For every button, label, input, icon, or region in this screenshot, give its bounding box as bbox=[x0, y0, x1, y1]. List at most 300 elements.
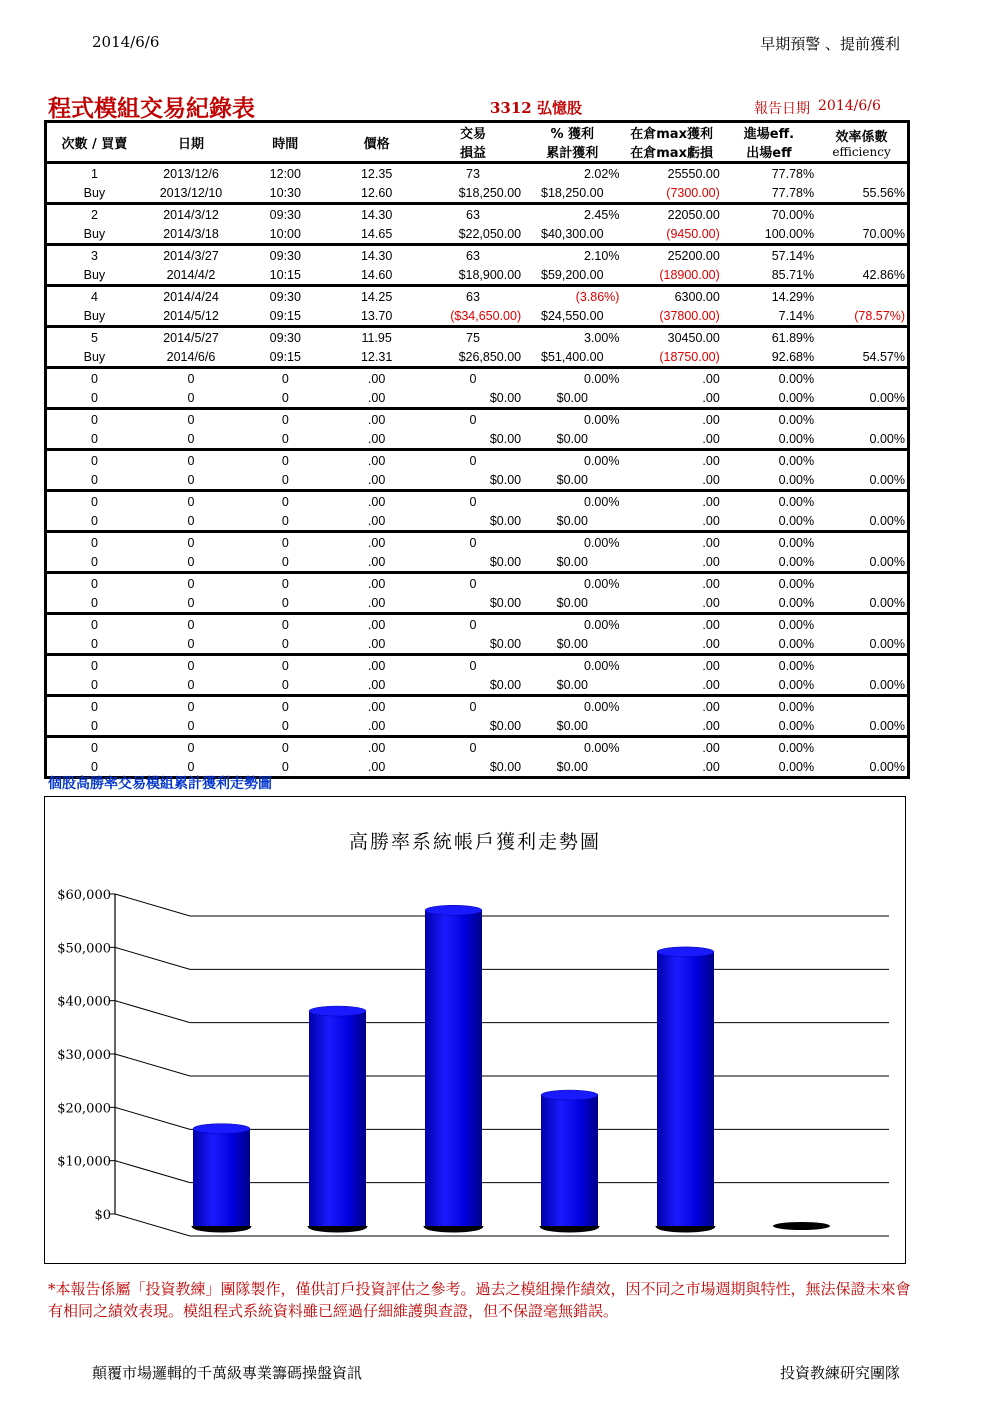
table-cell: 0 bbox=[90, 513, 98, 528]
profit-chart bbox=[45, 797, 905, 1263]
table-cell: .00 bbox=[702, 677, 720, 692]
table-cell: 0 bbox=[187, 472, 195, 487]
table-cell: .00 bbox=[702, 371, 720, 386]
table-cell: .00 bbox=[367, 412, 386, 427]
y-tick-label: $60,000 bbox=[57, 888, 111, 903]
y-tick-label: $20,000 bbox=[57, 1101, 111, 1117]
table-cell: 2014/6/6 bbox=[166, 349, 216, 364]
col-header-price: 價格 bbox=[330, 122, 422, 163]
table-row bbox=[46, 450, 909, 471]
table-cell: 0.00% bbox=[778, 431, 815, 446]
bar bbox=[425, 905, 482, 1231]
col-header-max: 在倉max獲利 在倉max虧損 bbox=[621, 122, 721, 163]
y-tick-label: $0 bbox=[94, 1208, 111, 1223]
table-cell: 0.00% bbox=[869, 759, 905, 774]
table-cell: 0 bbox=[187, 740, 195, 755]
table-cell: .00 bbox=[702, 740, 720, 755]
table-cell: 0 bbox=[187, 699, 195, 714]
table-cell: $0.00 bbox=[556, 677, 588, 692]
table-cell: 0 bbox=[469, 412, 477, 427]
table-cell bbox=[816, 450, 908, 471]
table-row bbox=[46, 163, 909, 184]
col-header-date: 日期 bbox=[142, 122, 240, 163]
table-cell: 0 bbox=[90, 576, 98, 591]
table-cell: 0.00% bbox=[584, 412, 620, 427]
bar bbox=[773, 1222, 830, 1230]
table-cell: $0.00 bbox=[489, 513, 522, 528]
table-cell: 0.00% bbox=[778, 636, 815, 651]
table-cell: 09:30 bbox=[269, 207, 301, 222]
table-cell: 0.00% bbox=[778, 677, 815, 692]
table-cell: 0.00% bbox=[778, 472, 815, 487]
table-cell: 0 bbox=[281, 554, 289, 569]
trade-group bbox=[46, 737, 909, 778]
table-header bbox=[46, 122, 909, 163]
table-cell: .00 bbox=[702, 472, 720, 487]
table-cell: 0.00% bbox=[778, 576, 815, 591]
table-cell: 14.30 bbox=[360, 248, 393, 263]
table-cell: 14.25 bbox=[360, 289, 393, 304]
table-cell: .00 bbox=[367, 740, 386, 755]
table-cell: $18,250.00 bbox=[541, 185, 604, 200]
col-header-pnl: 交易 損益 bbox=[423, 122, 523, 163]
table-cell: 2014/4/24 bbox=[163, 289, 219, 304]
table-cell: 0 bbox=[281, 513, 289, 528]
table-cell: $0.00 bbox=[489, 718, 522, 733]
table-cell: 0 bbox=[281, 658, 289, 673]
table-cell: 0.00% bbox=[869, 472, 905, 487]
table-cell: 55.56% bbox=[862, 185, 905, 200]
table-cell: .00 bbox=[702, 453, 720, 468]
table-cell: 0 bbox=[187, 595, 195, 610]
table-cell: 0 bbox=[469, 453, 477, 468]
table-cell: $0.00 bbox=[556, 718, 588, 733]
table-row bbox=[46, 429, 909, 450]
trade-group bbox=[46, 327, 909, 368]
trade-group bbox=[46, 573, 909, 614]
table-cell: 0 bbox=[90, 759, 98, 774]
table-row bbox=[46, 388, 909, 409]
table-cell: (78.57%) bbox=[854, 308, 905, 323]
table-cell: 30450.00 bbox=[667, 330, 720, 345]
table-cell: 09:30 bbox=[269, 248, 301, 263]
col-header-time: 時間 bbox=[240, 122, 330, 163]
table-cell: 0 bbox=[90, 535, 98, 550]
table-cell: 75 bbox=[466, 330, 480, 345]
table-row bbox=[46, 552, 909, 573]
header-date: 2014/6/6 bbox=[92, 33, 160, 51]
table-cell: .00 bbox=[367, 576, 386, 591]
table-cell: 0.00% bbox=[869, 636, 905, 651]
table-row bbox=[46, 593, 909, 614]
table-cell: ($34,650.00) bbox=[450, 308, 522, 323]
table-cell: $59,200.00 bbox=[541, 267, 604, 282]
table-cell: .00 bbox=[702, 658, 720, 673]
table-cell: 25200.00 bbox=[667, 248, 720, 263]
trade-group bbox=[46, 450, 909, 491]
table-cell: 0.00% bbox=[869, 390, 905, 405]
trade-group bbox=[46, 245, 909, 286]
table-cell: $0.00 bbox=[556, 595, 588, 610]
table-cell: 0.00% bbox=[869, 431, 905, 446]
table-cell: Buy bbox=[83, 185, 106, 200]
table-cell: 0 bbox=[469, 740, 477, 755]
table-cell: .00 bbox=[367, 658, 386, 673]
table-cell: .00 bbox=[702, 699, 720, 714]
table-cell: 61.89% bbox=[771, 330, 815, 345]
table-cell: 14.60 bbox=[360, 267, 393, 282]
col-header-efficiency: 效率係數 efficiency bbox=[816, 122, 908, 163]
table-cell bbox=[816, 696, 908, 717]
trade-group bbox=[46, 655, 909, 696]
table-cell: 0 bbox=[469, 658, 477, 673]
table-cell: 0 bbox=[281, 759, 289, 774]
bar bbox=[309, 1006, 366, 1231]
table-cell: .00 bbox=[367, 554, 386, 569]
table-cell: 2013/12/10 bbox=[159, 185, 223, 200]
table-cell: 0.00% bbox=[584, 453, 620, 468]
table-cell: 10:00 bbox=[269, 226, 301, 241]
table-cell: .00 bbox=[367, 595, 386, 610]
footer-left: 顛覆市場邏輯的千萬級專業籌碼操盤資訊 bbox=[92, 1364, 363, 1382]
table-cell bbox=[816, 532, 908, 553]
table-row bbox=[46, 368, 909, 389]
footer-right: 投資教練研究團隊 bbox=[779, 1364, 900, 1382]
table-cell: 0 bbox=[187, 412, 195, 427]
table-cell: 12.60 bbox=[360, 185, 393, 200]
table-cell: 0 bbox=[90, 617, 98, 632]
table-cell: 09:15 bbox=[269, 349, 301, 364]
table-cell: $40,300.00 bbox=[541, 226, 604, 241]
table-cell bbox=[816, 737, 908, 758]
table-cell: 0 bbox=[187, 453, 195, 468]
table-cell: 0 bbox=[187, 494, 195, 509]
table-cell: 0 bbox=[281, 617, 289, 632]
table-cell: 0 bbox=[281, 453, 289, 468]
table-cell bbox=[816, 245, 908, 266]
table-cell: 0 bbox=[187, 759, 195, 774]
table-cell: .00 bbox=[367, 453, 386, 468]
table-cell bbox=[816, 286, 908, 307]
table-cell: (18750.00) bbox=[659, 349, 720, 364]
table-cell: 63 bbox=[466, 207, 480, 222]
table-cell: 5 bbox=[90, 330, 98, 345]
table-cell: 0 bbox=[90, 431, 98, 446]
header-slogan: 早期預警 、提前獲利 bbox=[760, 35, 900, 53]
table-cell: 0 bbox=[187, 535, 195, 550]
table-cell: 14.30 bbox=[360, 207, 393, 222]
table-cell: 0.00% bbox=[778, 718, 815, 733]
table-cell: .00 bbox=[367, 718, 386, 733]
table-cell: 0.00% bbox=[869, 677, 905, 692]
table-cell: 10:30 bbox=[269, 185, 301, 200]
table-cell: 0 bbox=[187, 390, 195, 405]
table-cell: 0 bbox=[90, 595, 98, 610]
table-row bbox=[46, 532, 909, 553]
table-cell: 0 bbox=[187, 658, 195, 673]
table-cell: 0 bbox=[469, 494, 477, 509]
table-cell: 70.00% bbox=[771, 207, 815, 222]
table-cell: 0.00% bbox=[869, 513, 905, 528]
col-header-count: 次數 / 買賣 bbox=[46, 122, 142, 163]
chart-area bbox=[44, 796, 906, 1264]
table-cell: 4 bbox=[90, 289, 98, 304]
bar bbox=[193, 1124, 250, 1231]
table-cell: 2 bbox=[90, 207, 98, 222]
table-cell: .00 bbox=[367, 390, 386, 405]
disclaimer: *本報告係屬「投資教練」團隊製作，僅供訂戶投資評估之參考。過去之模組操作績效，因不同之市場週期與特性，無法保證未來會有相同之績效表現。模組程式系統資料雖已經過仔細維護與查證，但不保證毫無錯誤。 bbox=[48, 1280, 911, 1320]
table-row bbox=[46, 675, 909, 696]
table-cell: $0.00 bbox=[489, 390, 522, 405]
table-cell: 0 bbox=[90, 636, 98, 651]
table-cell: 70.00% bbox=[862, 226, 905, 241]
table-row bbox=[46, 245, 909, 266]
table-cell: 0 bbox=[281, 595, 289, 610]
trade-group bbox=[46, 696, 909, 737]
table-cell: 22050.00 bbox=[667, 207, 720, 222]
table-cell: 63 bbox=[466, 289, 480, 304]
table-cell: 0.00% bbox=[778, 740, 815, 755]
table-cell: 0.00% bbox=[584, 576, 620, 591]
table-cell: 0 bbox=[187, 718, 195, 733]
table-cell: $51,400.00 bbox=[541, 349, 604, 364]
table-cell: 0 bbox=[469, 371, 477, 386]
table-row bbox=[46, 511, 909, 532]
table-row bbox=[46, 491, 909, 512]
table-cell: 0.00% bbox=[778, 453, 815, 468]
trade-group bbox=[46, 163, 909, 204]
trade-group bbox=[46, 286, 909, 327]
table-cell: 3 bbox=[90, 248, 98, 263]
table-cell: (7300.00) bbox=[666, 185, 720, 200]
table-cell: .00 bbox=[367, 759, 386, 774]
table-cell: $0.00 bbox=[556, 472, 588, 487]
table-cell: .00 bbox=[702, 759, 720, 774]
table-cell: 0 bbox=[281, 699, 289, 714]
table-cell: 2.45% bbox=[584, 207, 620, 222]
col-header-eff: 進場eff. 出場eff bbox=[722, 122, 816, 163]
table-cell: .00 bbox=[702, 412, 720, 427]
table-cell: $0.00 bbox=[489, 431, 522, 446]
y-tick-label: $30,000 bbox=[57, 1048, 111, 1063]
table-cell: .00 bbox=[702, 535, 720, 550]
table-cell: 2.02% bbox=[584, 166, 620, 181]
table-cell: 0 bbox=[187, 617, 195, 632]
table-cell: 14.65 bbox=[360, 226, 393, 241]
table-row bbox=[46, 737, 909, 758]
table-row bbox=[46, 286, 909, 307]
page-title: 程式模組交易紀錄表 bbox=[48, 95, 255, 122]
table-cell: $0.00 bbox=[556, 513, 588, 528]
table-cell: .00 bbox=[702, 617, 720, 632]
table-cell: $26,850.00 bbox=[458, 349, 522, 364]
table-cell: 0 bbox=[90, 718, 98, 733]
table-cell: .00 bbox=[702, 576, 720, 591]
table-cell: 0.00% bbox=[584, 740, 620, 755]
report-date-label: 報告日期 bbox=[754, 101, 810, 117]
table-cell: 0 bbox=[187, 431, 195, 446]
table-cell: 85.71% bbox=[771, 267, 815, 282]
table-cell: 0 bbox=[469, 576, 477, 591]
table-cell: 0 bbox=[90, 390, 98, 405]
table-cell bbox=[816, 204, 908, 225]
table-cell bbox=[816, 614, 908, 635]
table-cell: $0.00 bbox=[489, 554, 522, 569]
trade-group bbox=[46, 368, 909, 409]
table-row bbox=[46, 347, 909, 368]
table-row bbox=[46, 573, 909, 594]
table-cell: $0.00 bbox=[556, 431, 588, 446]
table-cell: 0.00% bbox=[778, 699, 815, 714]
table-cell: $0.00 bbox=[489, 472, 522, 487]
trade-group bbox=[46, 614, 909, 655]
table-cell: 11.95 bbox=[361, 330, 392, 345]
table-cell: .00 bbox=[702, 636, 720, 651]
table-cell: 0 bbox=[281, 677, 289, 692]
table-cell: $0.00 bbox=[489, 677, 522, 692]
table-cell: 0 bbox=[90, 677, 98, 692]
table-row bbox=[46, 327, 909, 348]
col-header-profit: % 獲利 累計獲利 bbox=[523, 122, 621, 163]
table-cell: 0 bbox=[90, 371, 98, 386]
table-cell: 0 bbox=[281, 535, 289, 550]
table-cell: 09:15 bbox=[269, 308, 301, 323]
table-cell: .00 bbox=[702, 390, 720, 405]
table-cell: 0 bbox=[187, 513, 195, 528]
table-cell: 0.00% bbox=[778, 412, 815, 427]
trade-table bbox=[44, 120, 910, 779]
table-cell: Buy bbox=[83, 349, 106, 364]
table-cell: $0.00 bbox=[489, 595, 522, 610]
table-cell: 0 bbox=[90, 472, 98, 487]
table-cell: .00 bbox=[702, 718, 720, 733]
table-cell: 0.00% bbox=[584, 658, 620, 673]
table-row bbox=[46, 655, 909, 676]
table-cell: $0.00 bbox=[556, 636, 588, 651]
bar bbox=[541, 1090, 598, 1231]
table-cell: $24,550.00 bbox=[541, 308, 604, 323]
table-cell: 2014/5/12 bbox=[163, 308, 219, 323]
table-cell: 2014/3/18 bbox=[163, 226, 219, 241]
table-cell: 54.57% bbox=[862, 349, 905, 364]
table-cell: 77.78% bbox=[771, 185, 815, 200]
table-cell: (18900.00) bbox=[659, 267, 720, 282]
table-row bbox=[46, 265, 909, 286]
table-cell: 10:15 bbox=[269, 267, 301, 282]
table-cell: .00 bbox=[367, 699, 386, 714]
table-cell: 0 bbox=[281, 494, 289, 509]
table-row bbox=[46, 183, 909, 204]
y-tick-label: $10,000 bbox=[57, 1154, 111, 1170]
table-cell: .00 bbox=[367, 677, 386, 692]
trade-group bbox=[46, 491, 909, 532]
table-cell: 0 bbox=[90, 453, 98, 468]
table-cell: 0 bbox=[281, 718, 289, 733]
table-cell bbox=[816, 655, 908, 676]
table-cell: 09:30 bbox=[269, 330, 301, 345]
trade-group bbox=[46, 204, 909, 245]
table-cell: 77.78% bbox=[771, 166, 815, 181]
table-cell: 0 bbox=[90, 658, 98, 673]
table-cell: 0.00% bbox=[778, 535, 815, 550]
table-row bbox=[46, 224, 909, 245]
table-cell: (37800.00) bbox=[659, 308, 720, 323]
table-cell: 0.00% bbox=[869, 595, 905, 610]
table-cell: .00 bbox=[367, 535, 386, 550]
table-cell bbox=[816, 327, 908, 348]
table-cell bbox=[816, 491, 908, 512]
table-cell: 0 bbox=[469, 699, 477, 714]
y-tick-label: $40,000 bbox=[57, 994, 111, 1010]
table-cell: 0.00% bbox=[778, 595, 815, 610]
table-cell: .00 bbox=[367, 371, 386, 386]
table-cell: .00 bbox=[367, 636, 386, 651]
table-cell: 0.00% bbox=[778, 513, 815, 528]
table-cell: 0 bbox=[187, 636, 195, 651]
table-cell bbox=[816, 409, 908, 430]
table-cell: 42.86% bbox=[862, 267, 905, 282]
table-cell: .00 bbox=[702, 554, 720, 569]
table-cell bbox=[816, 573, 908, 594]
table-cell: .00 bbox=[367, 472, 386, 487]
table-cell: .00 bbox=[702, 595, 720, 610]
table-cell: 0 bbox=[281, 636, 289, 651]
table-row bbox=[46, 306, 909, 327]
table-cell: Buy bbox=[83, 226, 106, 241]
table-row bbox=[46, 409, 909, 430]
table-cell: 0 bbox=[90, 740, 98, 755]
table-cell: 2014/4/2 bbox=[166, 267, 216, 282]
table-cell: 0.00% bbox=[584, 535, 620, 550]
table-cell: 0 bbox=[90, 699, 98, 714]
table-cell: 0 bbox=[187, 371, 195, 386]
table-row bbox=[46, 634, 909, 655]
table-cell: .00 bbox=[367, 617, 386, 632]
table-cell: 25550.00 bbox=[667, 166, 720, 181]
table-row bbox=[46, 204, 909, 225]
table-cell: 1 bbox=[90, 166, 98, 181]
table-cell: 0.00% bbox=[778, 759, 815, 774]
table-cell: 0.00% bbox=[584, 699, 620, 714]
table-cell: 6300.00 bbox=[674, 289, 720, 304]
table-cell: 0 bbox=[187, 554, 195, 569]
table-cell: .00 bbox=[702, 494, 720, 509]
table-cell: .00 bbox=[367, 513, 386, 528]
table-cell: 2013/12/6 bbox=[163, 166, 219, 181]
table-cell: 12:00 bbox=[269, 166, 301, 181]
table-cell: 0 bbox=[187, 677, 195, 692]
table-cell bbox=[816, 163, 908, 184]
table-cell: 0 bbox=[281, 371, 289, 386]
table-cell: .00 bbox=[367, 431, 386, 446]
table-cell: 12.35 bbox=[360, 166, 393, 181]
table-cell: .00 bbox=[367, 494, 386, 509]
table-cell: 0.00% bbox=[869, 718, 905, 733]
report-date-value: 2014/6/6 bbox=[818, 98, 881, 114]
chart-title: 高勝率系統帳戶獲利走勢圖 bbox=[348, 831, 602, 853]
table-cell: 0 bbox=[281, 472, 289, 487]
table-cell: 2014/5/27 bbox=[163, 330, 219, 345]
table-cell: 2014/3/27 bbox=[163, 248, 219, 263]
table-cell: 0.00% bbox=[778, 390, 815, 405]
table-cell: $0.00 bbox=[489, 636, 522, 651]
table-cell bbox=[816, 368, 908, 389]
table-cell: 7.14% bbox=[778, 308, 815, 323]
table-cell: $0.00 bbox=[556, 554, 588, 569]
table-cell: 2014/3/12 bbox=[163, 207, 219, 222]
table-cell: 0.00% bbox=[584, 371, 620, 386]
table-cell: $18,900.00 bbox=[458, 267, 522, 282]
